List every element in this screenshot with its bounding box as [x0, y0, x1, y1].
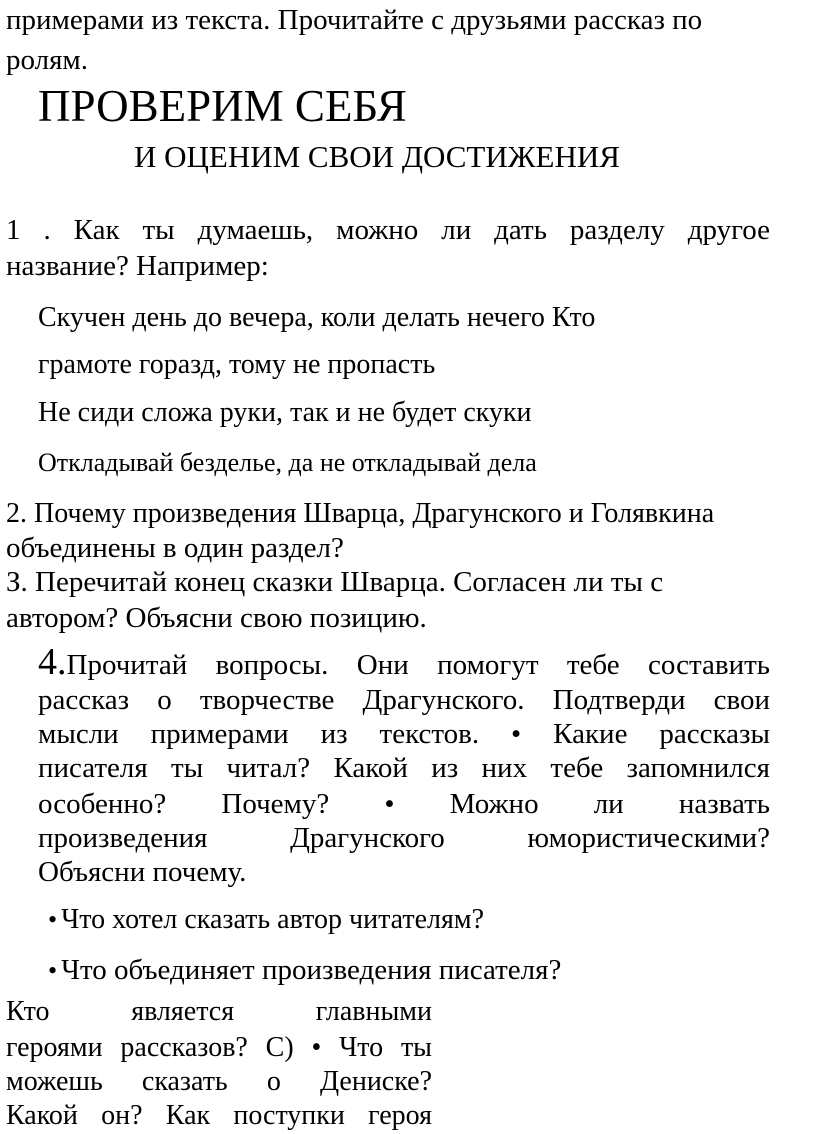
- intro-line-2: ролям.: [6, 44, 89, 76]
- tail-line-3: можешь сказать о Дениске?: [6, 1066, 432, 1097]
- page-title: ПРОВЕРИМ СЕБЯ: [38, 81, 407, 131]
- question-3-line-1: З. Перечитай конец сказки Шварца. Согласен ли ты с: [6, 566, 664, 598]
- bullet-icon: •: [48, 956, 58, 985]
- tail-line-1: Кто является главными: [6, 996, 432, 1027]
- question-2-line-2: объединены в один раздел?: [6, 532, 344, 564]
- question-4-line-7: Объясни почему.: [38, 856, 247, 888]
- question-4-line-6: произведения Драгунского юмористическими?: [38, 822, 770, 854]
- proverb-3: Не сиди сложа руки, так и не будет скуки: [38, 397, 532, 428]
- question-4-line-3: мысли примерами из текстов. • Какие рассказы: [38, 718, 770, 750]
- tail-line-4: Какой он? Как поступки героя: [6, 1100, 432, 1131]
- proverb-4: Откладывай безделье, да не откладывай дела: [38, 448, 537, 477]
- proverb-1: Скучен день до вечера, коли делать нечего Кто: [38, 302, 596, 333]
- question-4-line-1: [38, 642, 770, 685]
- question-2-line-1: 2. Почему произведения Шварца, Драгунского и Голявкина: [6, 498, 715, 529]
- proverb-2: грамоте горазд, тому не пропасть: [38, 349, 436, 380]
- question-4-line-5: особенно? Почему? • Можно ли назвать: [38, 788, 770, 820]
- question-4-line-2: рассказ о творчестве Драгунского. Подтверди свои: [38, 684, 770, 716]
- tail-line-2: героями рассказов? С) • Что ты: [6, 1032, 432, 1063]
- bullet-item-2: • Что объединяет произведения писателя?: [48, 954, 562, 986]
- question-1-line-1: 1 . Как ты думаешь, можно ли дать разделу другое: [6, 214, 770, 246]
- question-1-line-2: название? Например:: [6, 250, 269, 282]
- intro-line-1: примерами из текста. Прочитайте с друзьями рассказ по: [6, 4, 703, 36]
- question-4-line-1-text: Прочитай вопросы. Они помогут тебе составить: [66, 649, 770, 681]
- question-4-number: 4.: [38, 641, 67, 683]
- page-subtitle: И ОЦЕНИМ СВОИ ДОСТИЖЕНИЯ: [134, 139, 620, 174]
- bullet-icon: •: [48, 905, 58, 934]
- question-3-line-2: автором? Объясни свою позицию.: [6, 602, 427, 634]
- question-4-line-4: писателя ты читал? Какой из них тебе запомнился: [38, 752, 770, 784]
- bullet-item-1: • Что хотел сказать автор читателям?: [48, 904, 485, 935]
